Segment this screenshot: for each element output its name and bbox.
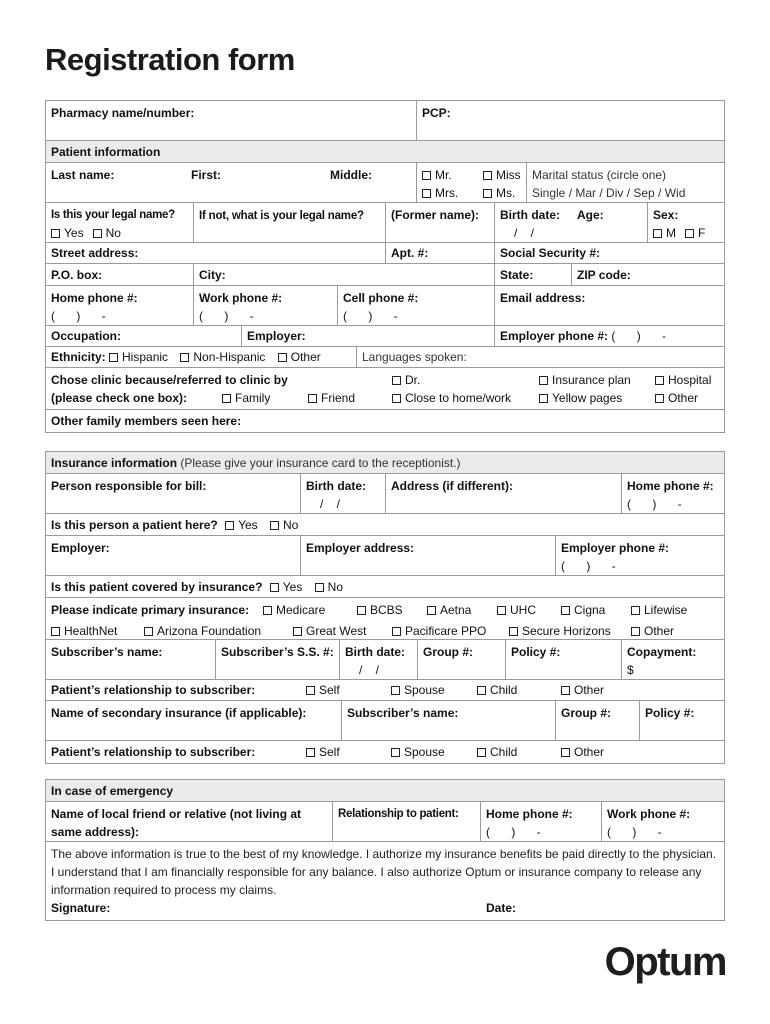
sex-label: Sex:: [653, 208, 679, 222]
insurance-section: [45, 451, 725, 764]
responsible-row: [46, 474, 724, 514]
occupation-field[interactable]: [46, 326, 242, 346]
signature-label[interactable]: Signature:: [51, 901, 111, 915]
arizona-foundation-checkbox[interactable]: [144, 627, 153, 636]
zip-field[interactable]: [572, 264, 724, 285]
city-label: City:: [199, 268, 226, 282]
employer-label: Employer:: [247, 329, 306, 343]
po-box-row: [46, 264, 724, 286]
statement-text: The above information is true to the best of my knowledge. I authorize my insurance benefits be paid directly to the physician. I understand that I am financially responsible for any balance. I also authorize Optum or insurance company to release any information required to process my claims.: [51, 847, 717, 897]
employer-address-label: Employer address:: [306, 541, 415, 555]
insurance-header-row: [46, 452, 724, 474]
copay-dollar: $: [627, 663, 634, 677]
ethnicity-field: [46, 347, 357, 367]
covered-no-label: No: [327, 580, 344, 594]
secondary-subscriber-label: Subscriber’s name:: [347, 706, 459, 720]
responsible-field[interactable]: [46, 474, 301, 513]
sex-field: [648, 203, 724, 242]
last-name-label: Last name:: [51, 168, 115, 182]
rel2-self-label: Self: [319, 745, 340, 759]
street-label: Street address:: [51, 246, 139, 260]
relationship-field: [46, 680, 724, 700]
secondary-row: [46, 701, 724, 741]
ethnicity-other-label: Other: [290, 350, 321, 364]
referral-other-checkbox[interactable]: [655, 394, 664, 403]
subscriber-row: [46, 640, 724, 680]
address-diff-label: Address (if different):: [391, 479, 514, 493]
patient-here-yes-label: Yes: [238, 518, 258, 532]
emergency-home-phone-blank: ( ) -: [486, 825, 541, 839]
subscriber-birth-label: Birth date:: [345, 645, 405, 659]
responsible-birth-blank: / /: [320, 497, 341, 511]
hispanic-label: Hispanic: [122, 350, 169, 364]
legal-no-label: No: [105, 226, 121, 240]
po-box-field[interactable]: [46, 264, 194, 285]
covered-yes-label: Yes: [282, 580, 303, 594]
medicare-checkbox[interactable]: [263, 606, 272, 615]
patient-section: [45, 100, 725, 433]
former-name-label: (Former name):: [391, 208, 480, 222]
ethnicity-other-checkbox[interactable]: [278, 353, 287, 362]
miss-checkbox[interactable]: [483, 171, 492, 180]
cell-phone-blank: ( ) -: [343, 309, 398, 323]
subscriber-name-label: Subscriber’s name:: [51, 645, 163, 659]
primary-insurance-label: Please indicate primary insurance:: [51, 603, 250, 617]
occupation-row: [46, 326, 724, 347]
other-family-row: [46, 410, 724, 432]
local-contact-label-1: Name of local friend or relative (not living at: [51, 807, 302, 821]
responsible-phone-field[interactable]: [622, 474, 724, 513]
rel2-other-checkbox[interactable]: [561, 748, 570, 757]
legal-name-row: [46, 203, 724, 243]
primary-insurance-row: [46, 598, 724, 640]
rel-self-checkbox[interactable]: [306, 686, 315, 695]
mrs-label: Mrs.: [435, 186, 459, 200]
local-contact-label-2: same address):: [51, 825, 140, 839]
primary-insurance-field: [46, 598, 724, 639]
home-phone-blank: ( ) -: [51, 309, 106, 323]
secure-horizons-checkbox[interactable]: [509, 627, 518, 636]
chose-clinic-label-2: (please check one box):: [51, 391, 188, 405]
apt-field[interactable]: [386, 243, 495, 263]
languages-label: Languages spoken:: [362, 350, 467, 364]
former-name-field[interactable]: [386, 203, 495, 242]
emergency-header-row: [46, 780, 724, 802]
relationship2-field: [46, 741, 724, 763]
work-phone-field[interactable]: [194, 286, 338, 325]
name-fields[interactable]: [46, 163, 417, 202]
optum-logo: Optum: [604, 940, 726, 984]
rel-spouse-checkbox[interactable]: [391, 686, 400, 695]
copay-label: Copayment:: [627, 645, 697, 659]
legal-name-label: Is this your legal name?: [51, 209, 175, 221]
birth-date-label: Birth date:: [500, 208, 560, 222]
email-label: Email address:: [500, 291, 586, 305]
insurance-other-checkbox[interactable]: [631, 627, 640, 636]
subscriber-name-field[interactable]: [46, 640, 216, 679]
patient-info-header: Patient information: [51, 145, 161, 159]
responsible-birth-label: Birth date:: [306, 479, 366, 493]
ms-checkbox[interactable]: [483, 189, 492, 198]
rel2-spouse-checkbox[interactable]: [391, 748, 400, 757]
chose-clinic-label-1: Chose clinic because/referred to clinic by: [51, 373, 288, 387]
secondary-insurance-label: Name of secondary insurance (if applicable):: [51, 706, 307, 720]
great-west-checkbox[interactable]: [293, 627, 302, 636]
policy-field[interactable]: [506, 640, 622, 679]
secondary-policy-label: Policy #:: [645, 706, 695, 720]
patient-here-label: Is this person a patient here?: [51, 518, 218, 532]
secondary-subscriber-field[interactable]: [342, 701, 556, 740]
emergency-home-phone-field[interactable]: [481, 802, 602, 841]
email-field[interactable]: [495, 286, 724, 325]
subscriber-birth-blank: / /: [359, 663, 380, 677]
apt-label: Apt. #:: [391, 246, 429, 260]
insurance-employer-phone-label: Employer phone #:: [561, 541, 670, 555]
cell-phone-label: Cell phone #:: [343, 291, 419, 305]
phone-row: [46, 286, 724, 326]
patient-here-no-label: No: [282, 518, 299, 532]
policy-label: Policy #:: [511, 645, 561, 659]
uhc-label: UHC: [510, 603, 536, 617]
patient-here-field: [46, 514, 724, 535]
subscriber-ss-label: Subscriber’s S.S. #:: [221, 645, 334, 659]
miss-label: Miss: [496, 168, 521, 182]
legal-yes-checkbox[interactable]: [51, 229, 60, 238]
lifewise-label: Lifewise: [644, 603, 688, 617]
work-phone-label: Work phone #:: [199, 291, 283, 305]
hospital-checkbox[interactable]: [655, 376, 664, 385]
birth-age-field[interactable]: [495, 203, 648, 242]
aetna-checkbox[interactable]: [427, 606, 436, 615]
occupation-label: Occupation:: [51, 329, 122, 343]
rel-other-checkbox[interactable]: [561, 686, 570, 695]
secondary-policy-field[interactable]: [640, 701, 724, 740]
title-options: [417, 163, 527, 202]
mr-checkbox[interactable]: [422, 171, 431, 180]
birth-date-blank: / /: [514, 226, 535, 240]
age-label: Age:: [577, 208, 604, 222]
insurance-header-title: Insurance information: [51, 456, 178, 470]
ssn-label: Social Security #:: [500, 246, 601, 260]
insurance-plan-label: Insurance plan: [552, 373, 631, 387]
responsible-birth-field[interactable]: [301, 474, 386, 513]
dr-checkbox[interactable]: [392, 376, 401, 385]
patient-here-yes-checkbox[interactable]: [225, 521, 234, 530]
covered-row: [46, 576, 724, 598]
subscriber-ss-field[interactable]: [216, 640, 340, 679]
yellow-pages-label: Yellow pages: [552, 391, 623, 405]
emergency-work-phone-blank: ( ) -: [607, 825, 662, 839]
sex-m-checkbox[interactable]: [653, 229, 662, 238]
rel-self-label: Self: [319, 683, 340, 697]
secondary-group-label: Group #:: [561, 706, 611, 720]
pharmacy-label: Pharmacy name/number:: [51, 106, 195, 120]
insurance-employer-phone-blank: ( ) -: [561, 559, 616, 573]
responsible-phone-blank: ( ) -: [627, 497, 682, 511]
date-label[interactable]: Date:: [486, 901, 517, 915]
non-hispanic-checkbox[interactable]: [180, 353, 189, 362]
pcp-field[interactable]: [417, 101, 724, 140]
arizona-foundation-label: Arizona Foundation: [157, 624, 262, 638]
healthnet-checkbox[interactable]: [51, 627, 60, 636]
ssn-field[interactable]: [495, 243, 724, 263]
work-phone-blank: ( ) -: [199, 309, 254, 323]
insurance-employer-label: Employer:: [51, 541, 110, 555]
languages-field[interactable]: [357, 347, 724, 367]
responsible-label: Person responsible for bill:: [51, 479, 207, 493]
legal-name-question: [46, 203, 194, 242]
insurance-employer-phone-field[interactable]: [556, 536, 724, 575]
sex-f-checkbox[interactable]: [685, 229, 694, 238]
emergency-home-phone-label: Home phone #:: [486, 807, 573, 821]
insurance-plan-checkbox[interactable]: [539, 376, 548, 385]
group-field[interactable]: [418, 640, 506, 679]
covered-no-checkbox[interactable]: [315, 583, 324, 592]
city-field[interactable]: [194, 264, 495, 285]
hospital-label: Hospital: [668, 373, 712, 387]
covered-field: [46, 576, 724, 597]
patient-info-header-row: [46, 141, 724, 163]
employer-phone-field[interactable]: [495, 326, 724, 346]
page-title: Registration form: [45, 42, 295, 77]
relationship2-label: Patient’s relationship to subscriber:: [51, 745, 256, 759]
pacificare-label: Pacificare PPO: [405, 624, 487, 638]
responsible-phone-label: Home phone #:: [627, 479, 714, 493]
rel2-spouse-label: Spouse: [404, 745, 445, 759]
rel2-other-label: Other: [574, 745, 605, 759]
ethnicity-label: Ethnicity:: [51, 350, 106, 364]
middle-name-label: Middle:: [330, 168, 372, 182]
non-hispanic-label: Non-Hispanic: [193, 350, 266, 364]
po-box-label: P.O. box:: [51, 268, 103, 282]
emergency-contact-row: [46, 802, 724, 842]
statement-block: [46, 842, 724, 920]
copay-field[interactable]: [622, 640, 724, 679]
friend-label: Friend: [321, 391, 356, 405]
relationship-patient-label: Relationship to patient:: [338, 808, 459, 820]
employer-field[interactable]: [242, 326, 495, 346]
patient-here-row: [46, 514, 724, 536]
emergency-work-phone-label: Work phone #:: [607, 807, 691, 821]
cigna-checkbox[interactable]: [561, 606, 570, 615]
rel-child-label: Child: [490, 683, 518, 697]
name-row: [46, 163, 724, 203]
relationship-label: Patient’s relationship to subscriber:: [51, 683, 256, 697]
first-name-label: First:: [191, 168, 221, 182]
hispanic-checkbox[interactable]: [109, 353, 118, 362]
close-home-label: Close to home/work: [405, 391, 512, 405]
marital-options: Single / Mar / Div / Sep / Wid: [532, 186, 686, 200]
legal-no-checkbox[interactable]: [93, 229, 102, 238]
if-not-label: If not, what is your legal name?: [199, 210, 364, 222]
marital-label: Marital status (circle one): [532, 168, 667, 182]
emergency-section: [45, 779, 725, 921]
great-west-label: Great West: [306, 624, 367, 638]
cigna-label: Cigna: [574, 603, 606, 617]
pcp-label: PCP:: [422, 106, 451, 120]
uhc-checkbox[interactable]: [497, 606, 506, 615]
referral-other-label: Other: [668, 391, 699, 405]
covered-label: Is this patient covered by insurance?: [51, 580, 263, 594]
employer-phone-blank: ( ) -: [611, 329, 667, 343]
street-field[interactable]: [46, 243, 386, 263]
marital-status[interactable]: [527, 163, 724, 202]
state-label: State:: [500, 268, 534, 282]
mr-label: Mr.: [435, 168, 452, 182]
other-family-field[interactable]: [46, 410, 724, 432]
rel-other-label: Other: [574, 683, 605, 697]
healthnet-label: HealthNet: [64, 624, 118, 638]
insurance-employer-field[interactable]: [46, 536, 301, 575]
ethnicity-row: [46, 347, 724, 368]
rel-child-checkbox[interactable]: [477, 686, 486, 695]
family-checkbox[interactable]: [222, 394, 231, 403]
sex-f-label: F: [698, 226, 706, 240]
pharmacy-field[interactable]: [46, 101, 417, 140]
lifewise-checkbox[interactable]: [631, 606, 640, 615]
friend-checkbox[interactable]: [308, 394, 317, 403]
emergency-header: In case of emergency: [51, 784, 174, 798]
employer-address-field[interactable]: [301, 536, 556, 575]
employer-phone-label: Employer phone #:: [500, 329, 609, 343]
ms-label: Ms.: [496, 186, 516, 200]
secondary-insurance-field[interactable]: [46, 701, 342, 740]
medicare-label: Medicare: [276, 603, 326, 617]
aetna-label: Aetna: [440, 603, 472, 617]
other-family-label: Other family members seen here:: [51, 414, 242, 428]
secondary-group-field[interactable]: [556, 701, 640, 740]
legal-name-field[interactable]: [194, 203, 386, 242]
relationship2-row: [46, 741, 724, 763]
relationship-row: [46, 680, 724, 701]
emergency-work-phone-field[interactable]: [602, 802, 724, 841]
secure-horizons-label: Secure Horizons: [522, 624, 611, 638]
patient-here-no-checkbox[interactable]: [270, 521, 279, 530]
legal-yes-label: Yes: [64, 226, 84, 240]
bcbs-checkbox[interactable]: [357, 606, 366, 615]
family-label: Family: [235, 391, 271, 405]
home-phone-field[interactable]: [46, 286, 194, 325]
chose-clinic-field: [46, 368, 724, 409]
home-phone-label: Home phone #:: [51, 291, 138, 305]
rel2-child-checkbox[interactable]: [477, 748, 486, 757]
sex-m-label: M: [666, 226, 676, 240]
mrs-checkbox[interactable]: [422, 189, 431, 198]
bcbs-label: BCBS: [370, 603, 403, 617]
rel-spouse-label: Spouse: [404, 683, 445, 697]
rel2-child-label: Child: [490, 745, 518, 759]
insurance-header: [46, 452, 724, 473]
rel2-self-checkbox[interactable]: [306, 748, 315, 757]
local-contact-field[interactable]: [46, 802, 333, 841]
pharmacy-row: [46, 101, 724, 141]
address-diff-field[interactable]: [386, 474, 622, 513]
relationship-patient-field[interactable]: [333, 802, 481, 841]
dr-label: Dr.: [405, 373, 421, 387]
chose-clinic-row: [46, 368, 724, 410]
yellow-pages-checkbox[interactable]: [539, 394, 548, 403]
pacificare-checkbox[interactable]: [392, 627, 401, 636]
insurance-other-label: Other: [644, 624, 675, 638]
state-field[interactable]: [495, 264, 572, 285]
cell-phone-field[interactable]: [338, 286, 495, 325]
subscriber-birth-field[interactable]: [340, 640, 418, 679]
street-row: [46, 243, 724, 264]
group-label: Group #:: [423, 645, 473, 659]
zip-label: ZIP code:: [577, 268, 631, 282]
covered-yes-checkbox[interactable]: [270, 583, 279, 592]
insurance-header-note: (Please give your insurance card to the receptionist.): [180, 456, 461, 470]
statement-row: [46, 842, 724, 920]
close-home-checkbox[interactable]: [392, 394, 401, 403]
insurance-employer-row: [46, 536, 724, 576]
